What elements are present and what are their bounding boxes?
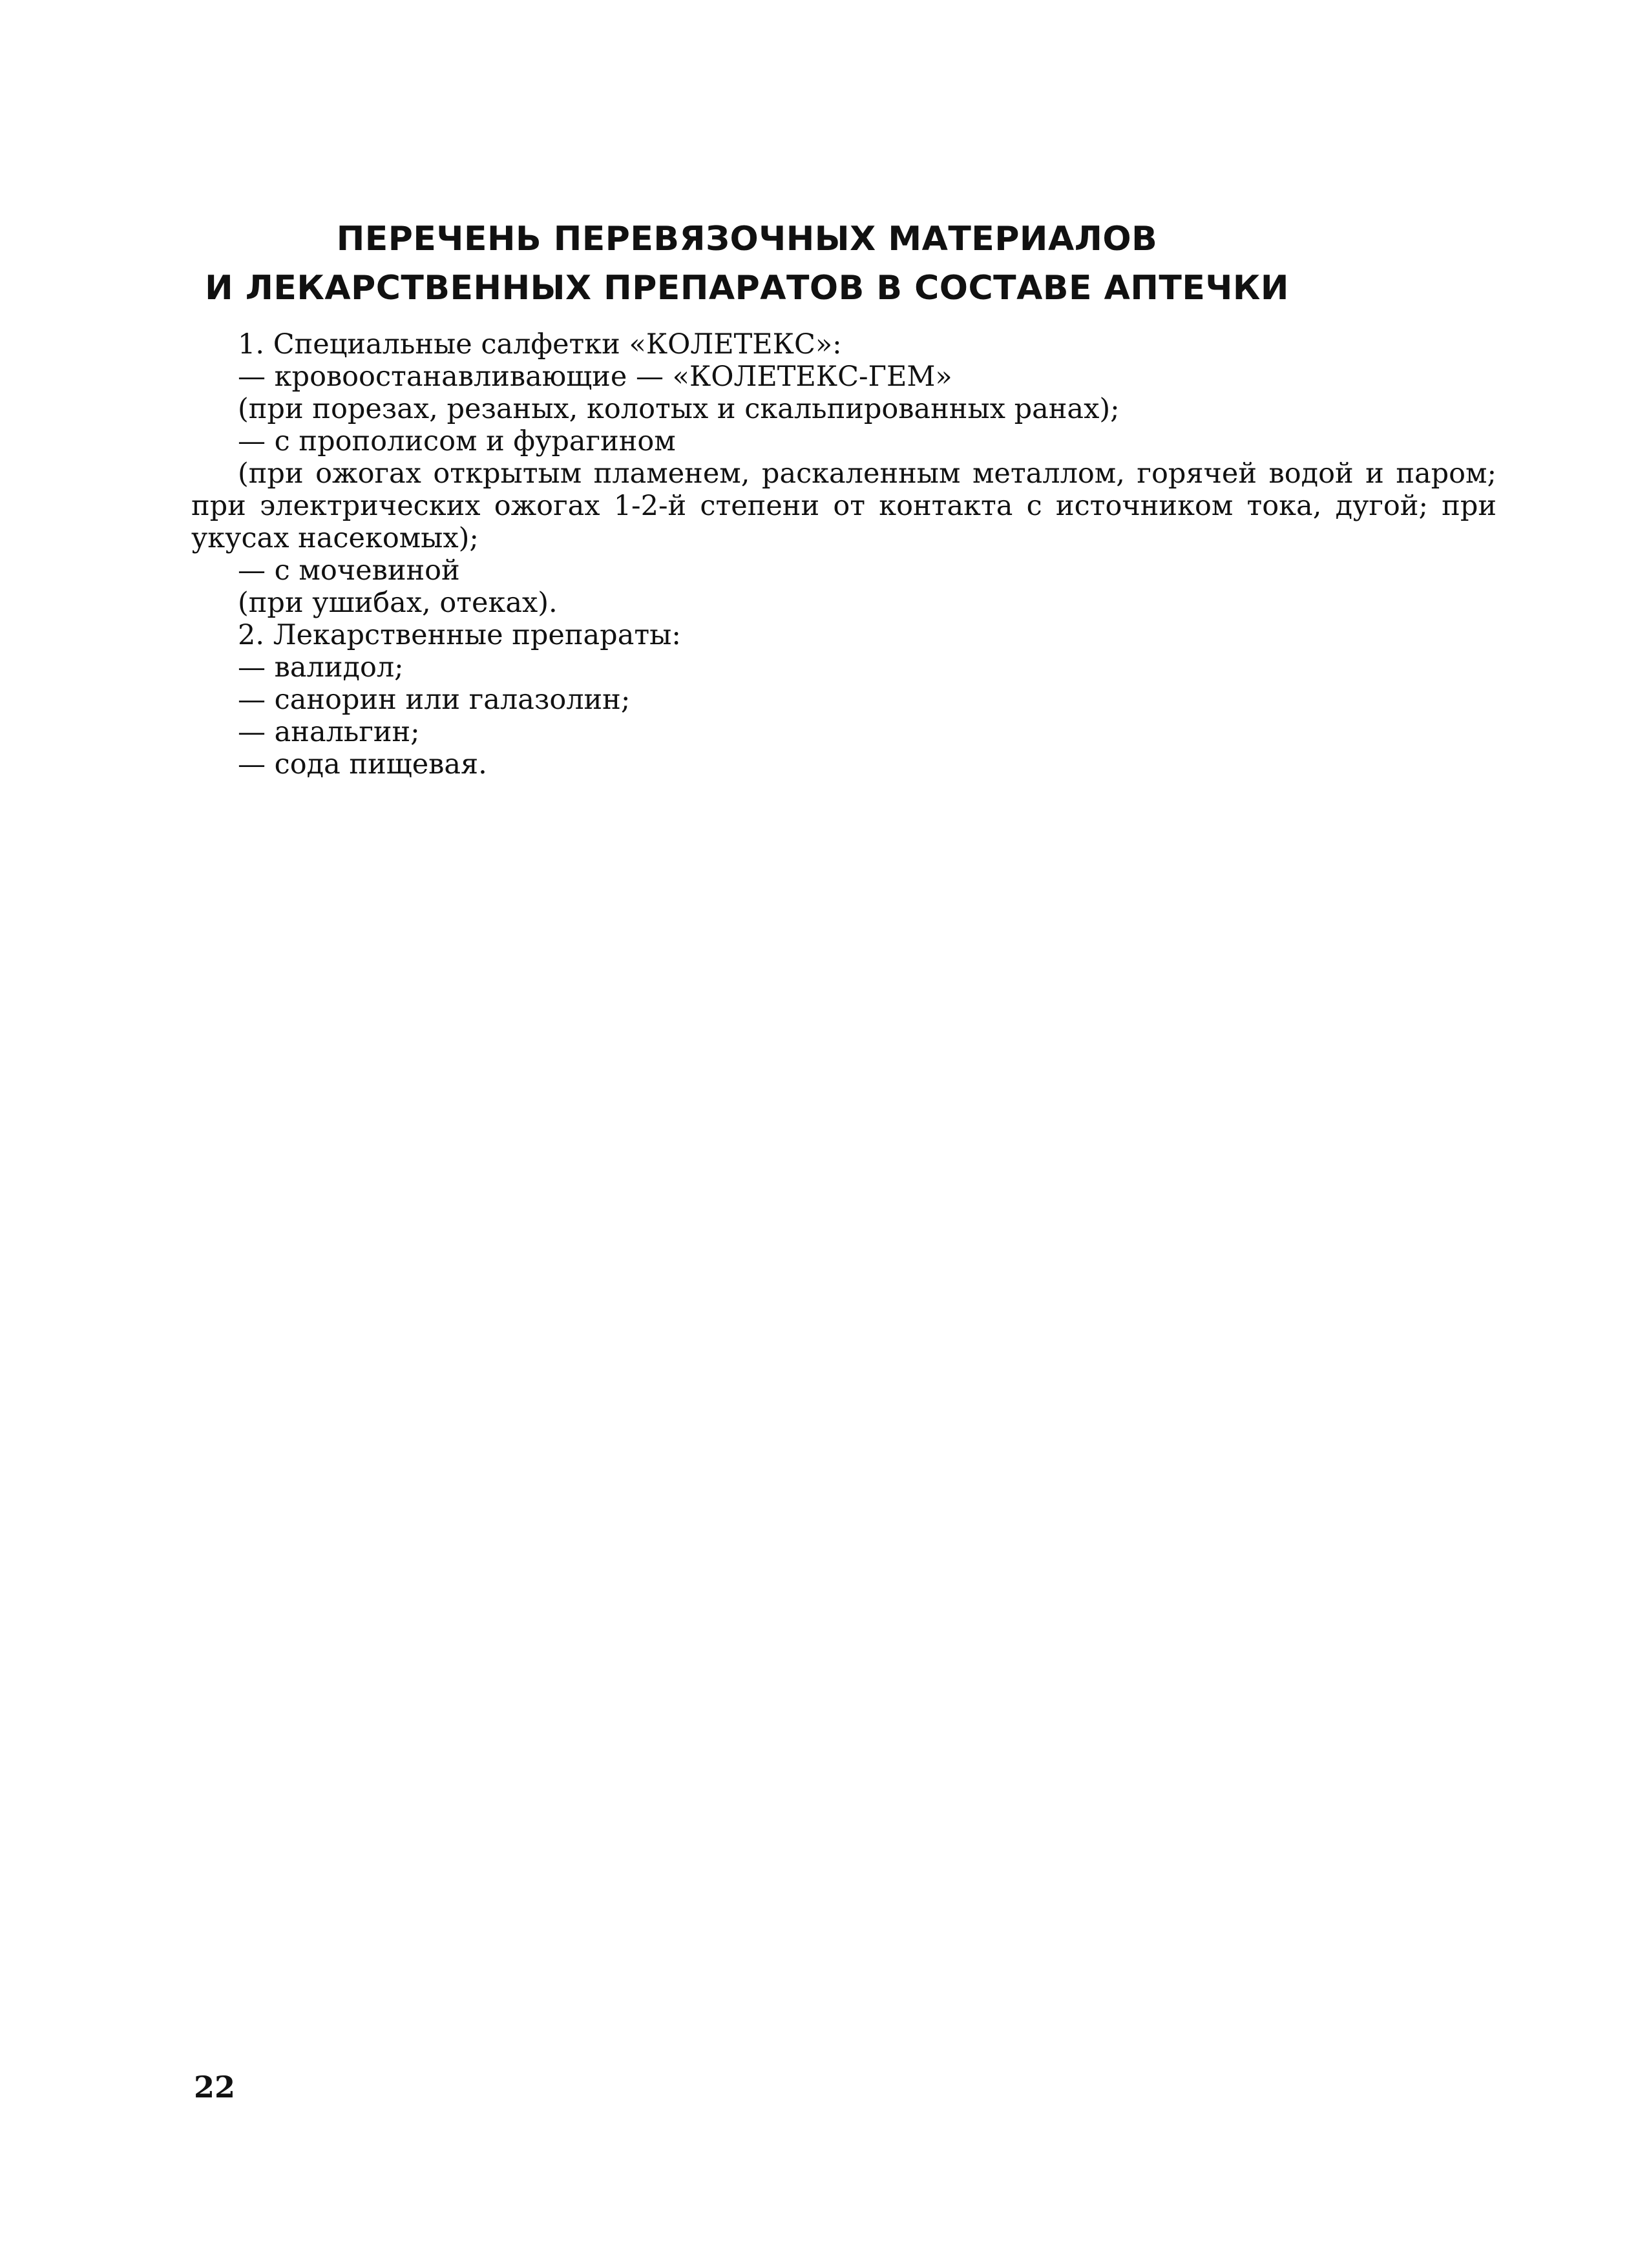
section-2-heading: 2. Лекарственные препараты:: [238, 619, 681, 651]
list-item: — валидол;: [238, 651, 404, 684]
list-item: — анальгин;: [238, 716, 420, 748]
document-body: [191, 328, 1497, 781]
list-item: — сода пищевая.: [238, 748, 487, 781]
list-item: — с прополисом и фурагином: [238, 425, 676, 457]
list-item: — кровоостанавливающие — «КОЛЕТЕКС-ГЕМ»: [238, 361, 952, 393]
title-line-1: ПЕРЕЧЕНЬ ПЕРЕВЯЗОЧНЫХ МАТЕРИАЛОВ: [336, 220, 1158, 258]
page-number: 22: [194, 2070, 236, 2105]
list-item-note: (при ушибах, отеках).: [238, 587, 558, 619]
title-line-2: И ЛЕКАРСТВЕННЫХ ПРЕПАРАТОВ В СОСТАВЕ АПТЕЧКИ: [205, 269, 1289, 308]
page-title: [191, 215, 1303, 313]
list-item-note: (при порезах, резаных, колотых и скальпированных ранах);: [238, 393, 1120, 425]
list-item-note: (при ожогах открытым пламенем, раскаленным металлом, горячей водой и паром; при электрических ожогах 1-2-й степени от контакта с источником тока, дугой; при укусах насекомых);: [191, 457, 1497, 554]
section-1-heading: 1. Специальные салфетки «КОЛЕТЕКС»:: [238, 328, 842, 361]
list-item: — санорин или галазолин;: [238, 684, 631, 716]
list-item: — с мочевиной: [238, 554, 460, 587]
